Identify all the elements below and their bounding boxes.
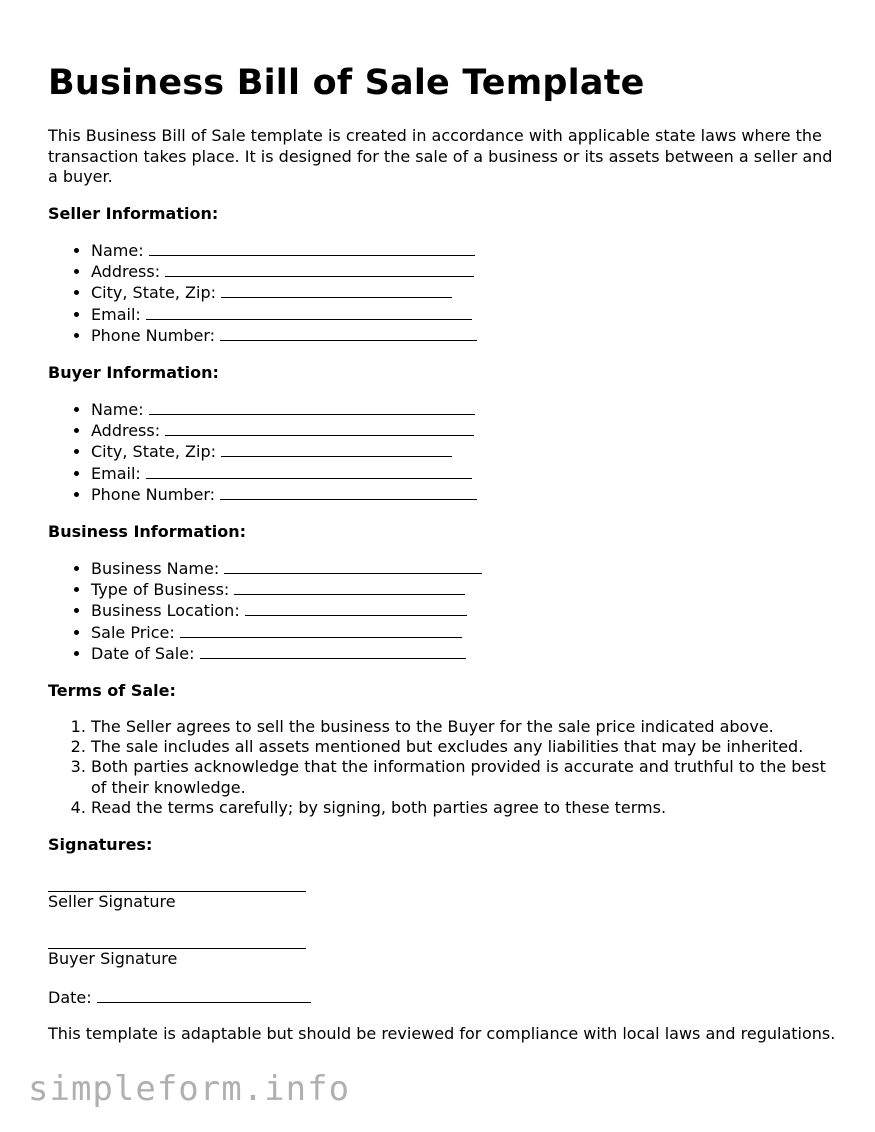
seller-heading: Seller Information: (48, 203, 219, 223)
blank-line (220, 325, 477, 341)
business-type-field: • Type of Business: (91, 579, 838, 600)
seller-signature-line (48, 873, 306, 892)
blank-line (149, 240, 475, 256)
disclaimer-paragraph: This template is adaptable but should be reviewed for compliance with local laws and regulations. (48, 1023, 836, 1043)
document-page (48, 0, 838, 1060)
seller-signature-block (48, 873, 838, 912)
signature-date-row (48, 987, 838, 1008)
buyer-name-field: • Name: (91, 399, 838, 420)
buyer-signature-line (48, 930, 306, 949)
buyer-email-field: • Email: (91, 463, 838, 484)
terms-heading: Terms of Sale: (48, 680, 176, 700)
buyer-heading: Buyer Information: (48, 362, 219, 382)
blank-line (221, 282, 452, 298)
buyer-address-field: • Address: (91, 420, 838, 441)
blank-line (165, 420, 474, 436)
seller-signature-label: Seller Signature (48, 891, 176, 911)
seller-email-field: • Email: (91, 304, 838, 325)
signatures-heading: Signatures: (48, 834, 153, 854)
buyer-city-field: • City, State, Zip: (91, 441, 838, 462)
term-item: 3. Both parties acknowledge that the information provided is accurate and truthful to the best of their knowledge. (91, 757, 838, 798)
term-item: 4. Read the terms carefully; by signing, both parties agree to these terms. (91, 798, 838, 818)
seller-city-field: • City, State, Zip: (91, 282, 838, 303)
term-item: 1. The Seller agrees to sell the business to the Buyer for the sale price indicated above. (91, 717, 838, 737)
date-blank-line (97, 987, 311, 1003)
blank-line (146, 304, 472, 320)
sale-date-field: • Date of Sale: (91, 643, 838, 664)
watermark: simpleform.info (28, 1069, 351, 1109)
sale-price-field: • Sale Price: (91, 622, 838, 643)
blank-line (180, 622, 462, 638)
blank-line (165, 261, 474, 277)
buyer-signature-label: Buyer Signature (48, 948, 178, 968)
blank-line (245, 600, 467, 616)
blank-line (221, 441, 452, 457)
terms-list (48, 717, 838, 819)
blank-line (200, 643, 466, 659)
buyer-fields (48, 399, 838, 506)
blank-line (149, 399, 475, 415)
document-title: Business Bill of Sale Template (48, 63, 645, 103)
seller-address-field: • Address: (91, 261, 838, 282)
blank-line (234, 579, 465, 595)
date-label: Date: (48, 987, 92, 1007)
intro-paragraph: This Business Bill of Sale template is created in accordance with applicable state laws where the transaction takes place. It is designed for the sale of a business or its assets between a seller and a buyer. (48, 126, 833, 186)
buyer-signature-block (48, 930, 838, 969)
business-name-field: • Business Name: (91, 558, 838, 579)
blank-line (224, 558, 482, 574)
blank-line (146, 463, 472, 479)
seller-phone-field: • Phone Number: (91, 325, 838, 346)
business-location-field: • Business Location: (91, 600, 838, 621)
term-item: 2. The sale includes all assets mentioned but excludes any liabilities that may be inherited. (91, 737, 838, 757)
seller-fields (48, 240, 838, 347)
buyer-phone-field: • Phone Number: (91, 484, 838, 505)
business-fields (48, 558, 838, 665)
blank-line (220, 484, 477, 500)
seller-name-field: • Name: (91, 240, 838, 261)
business-heading: Business Information: (48, 521, 247, 541)
